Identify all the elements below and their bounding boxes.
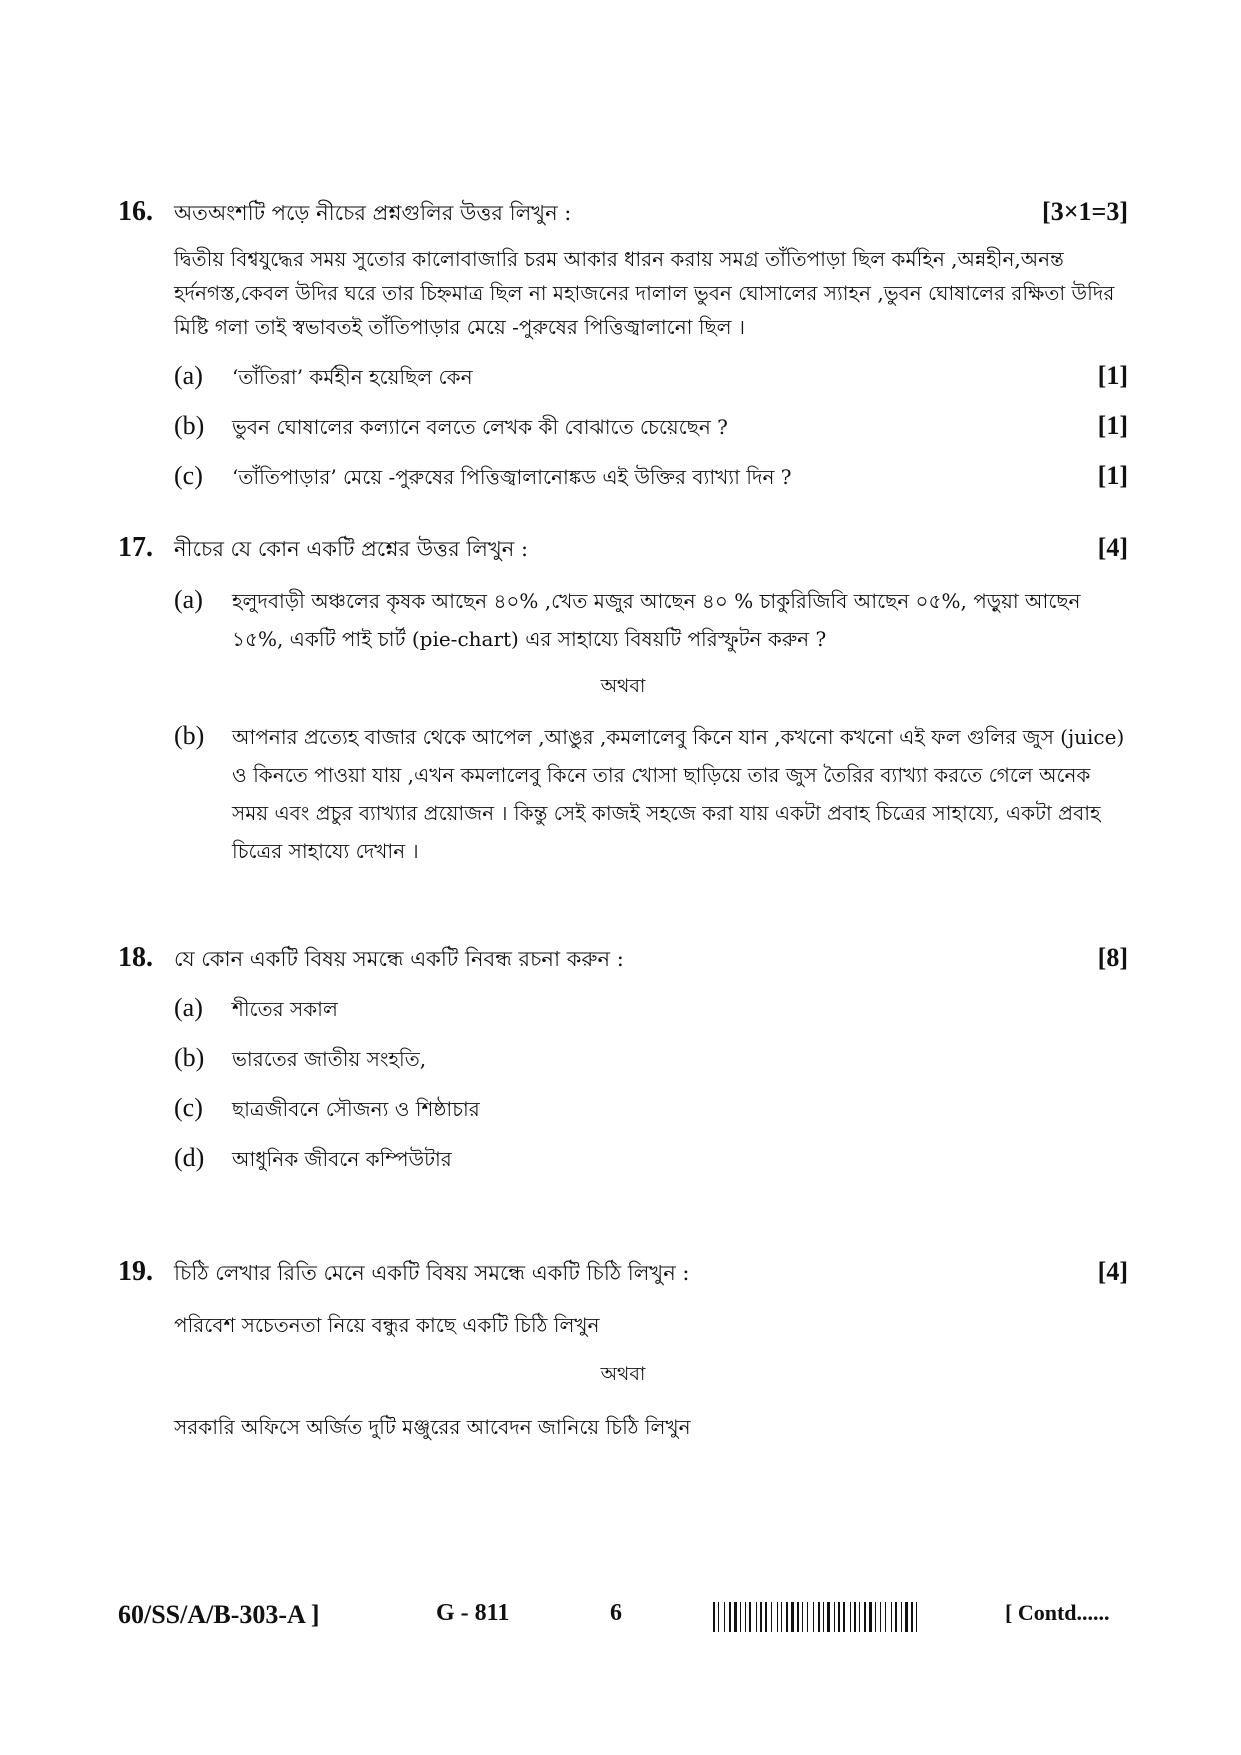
barcode-bar (740, 1602, 741, 1632)
barcode-bar (838, 1602, 840, 1632)
barcode-bar (834, 1602, 835, 1632)
barcode-bar (891, 1602, 892, 1632)
question-number: 17. (118, 532, 153, 563)
question-marks: [8] (1097, 943, 1128, 972)
barcode-bar (802, 1602, 803, 1632)
topic-text: আধুনিক জীবনে কম্পিউটার (232, 1147, 452, 1171)
letter-option-2: সরকারি অফিসে অর্জিত দুটি মঞ্জুরের আবেদন জানিয়ে চিঠি লিখুন (174, 1415, 691, 1439)
barcode-bar (818, 1602, 820, 1632)
question-17 (118, 532, 1128, 870)
sub-question-marks: [1] (1097, 411, 1128, 440)
barcode-bar (875, 1602, 876, 1632)
sub-question-marks: [1] (1097, 361, 1128, 390)
option-b (174, 718, 1128, 870)
continued-label: [ Contd...... (1005, 1600, 1110, 1625)
option-label: (a) (174, 585, 203, 614)
paper-code: 60/SS/A/B-303-A ] (118, 1600, 320, 1629)
question-number: 16. (118, 196, 153, 227)
sub-question-c (174, 458, 1128, 496)
barcode-bar (916, 1602, 917, 1632)
barcode-bar (718, 1602, 719, 1632)
barcode-bar (843, 1602, 845, 1632)
sub-question-b (174, 408, 1128, 446)
barcode-bar (850, 1602, 851, 1632)
topic-text: ছাত্রজীবনে সৌজন্য ও শিষ্ঠাচার (232, 1097, 480, 1121)
barcode-bar (771, 1602, 772, 1632)
question-prompt: নীচের যে কোন একটি প্রশ্নের উত্তর লিখুন : (174, 537, 529, 561)
sub-question-text: ‘তাঁতিরা’ কর্মহীন হয়েছিল কেন (232, 365, 473, 389)
barcode-bar (765, 1602, 767, 1632)
barcode-bar (713, 1602, 715, 1632)
question-number: 18. (118, 942, 153, 973)
page-number: 6 (610, 1600, 622, 1626)
question-prompt: চিঠি লেখার রিতি মেনে একটি বিষয় সমন্ধে একটি চিঠি লিখুন : (174, 1261, 690, 1285)
barcode-bar (813, 1602, 814, 1632)
barcode (713, 1602, 968, 1632)
topic-text: শীতের সকাল (232, 997, 338, 1021)
sub-question-label: (a) (174, 361, 203, 390)
barcode-bar (791, 1602, 794, 1632)
topic-a (174, 990, 1128, 1028)
barcode-bar (729, 1602, 731, 1632)
barcode-bar (905, 1602, 908, 1632)
or-divider: অথবা (600, 675, 646, 697)
barcode-bar (734, 1602, 737, 1632)
question-18 (118, 942, 1128, 1178)
question-number: 19. (118, 1256, 153, 1287)
topic-text: ভারতের জাতীয় সংহতি, (232, 1047, 427, 1071)
sub-question-marks: [1] (1097, 461, 1128, 490)
barcode-bar (880, 1602, 881, 1632)
question-prompt: যে কোন একটি বিষয় সমন্ধে একটি নিবন্ধ রচনা করুন : (174, 947, 624, 971)
sub-question-a (174, 358, 1128, 396)
topic-d (174, 1140, 1128, 1178)
barcode-bar (901, 1602, 902, 1632)
option-text: হলুদবাড়ী অঞ্চলের কৃষক আছেন ৪০% ,খেত মজুর আছেন ৪০ % চাকুরিজিবি আছেন ০৫%, পড়ুয়া আছেন ১৫%, একটি পাই চার্ট (pie-chart) এর সাহায্যে বিষয়টি পরিস্ফুটন করুন ? (232, 589, 1081, 651)
question-marks: [4] (1097, 1257, 1128, 1286)
letter-option-1: পরিবেশ সচেতনতা নিয়ে বন্ধুর কাছে একটি চিঠি লিখুন (174, 1313, 600, 1337)
passage-text: দ্বিতীয় বিশ্বযুদ্ধের সময় সুতোর কালোবাজারি চরম আকার ধারন করায় সমগ্র তাঁতিপাড়া ছিল কর্মহিন ,অন্নহীন,অনন্ত হর্দনগস্ত,কেবল উদির ঘরে তার চিহ্নমাত্র ছিল না মহাজনের দালাল ভুবন ঘোসালের স্যাহন ,ভুবন ঘোষালের রক্ষিতা উদির মিষ্টি গলা তাই স্বভাবতই তাঁতিপাড়ার মেয়ে -পুরুষের পিত্তিজ্বালানো ছিল । (174, 247, 1115, 339)
barcode-bar (827, 1602, 830, 1632)
question-16 (118, 196, 1128, 496)
sub-question-text: ভুবন ঘোষালের কল্যানে বলতে লেখক কী বোঝাতে চেয়েছেন ? (232, 415, 728, 439)
sub-question-label: (c) (174, 461, 203, 490)
barcode-bar (911, 1602, 913, 1632)
barcode-bar (864, 1602, 866, 1632)
barcode-bar (724, 1602, 725, 1632)
topic-label: (c) (174, 1093, 203, 1122)
option-label: (b) (174, 721, 205, 750)
barcode-bar (760, 1602, 762, 1632)
topic-label: (d) (174, 1143, 205, 1172)
barcode-bar (869, 1602, 872, 1632)
barcode-bar (859, 1602, 860, 1632)
barcode-bar (781, 1602, 782, 1632)
option-text: আপনার প্রত্যেহ বাজার থেকে আপেল ,আঙুর ,কমলালেবু কিনে যান ,কখনো কখনো এই ফল গুলির জুস (juice) ও কিনতে পাওয়া যায় ,এখন কমলালেবু কিনে তার খোসা ছাড়িয়ে তার জুস তৈরির ব্যাখ্যা করতে গেলে অনেক সময় এবং প্রচুর ব্যাখ্যার প্রয়োজন । কিন্তু সেই কাজই সহজে করা যায় একটা প্রবাহ চিত্রের সাহায্যে, একটা প্রবাহ চিত্রের সাহায্যে দেখান । (232, 725, 1125, 863)
set-code: G - 811 (436, 1600, 510, 1626)
question-19 (118, 1256, 1128, 1444)
question-marks: [4] (1097, 533, 1128, 562)
barcode-bar (885, 1602, 886, 1632)
sub-question-label: (b) (174, 411, 205, 440)
barcode-bar (895, 1602, 897, 1632)
barcode-bar (777, 1602, 778, 1632)
question-prompt: অতঅংশটি পড়ে নীচের প্রশ্নগুলির উত্তর লিখুন : (174, 201, 572, 225)
barcode-bar (756, 1602, 757, 1632)
barcode-bar (797, 1602, 799, 1632)
or-divider: অথবা (600, 1363, 646, 1385)
barcode-bar (786, 1602, 788, 1632)
barcode-bar (749, 1602, 751, 1632)
topic-label: (b) (174, 1043, 205, 1072)
topic-b (174, 1040, 1128, 1078)
question-marks: [3×1=3] (1042, 197, 1128, 226)
barcode-bar (823, 1602, 824, 1632)
sub-question-text: ‘তাঁতিপাড়ার’ মেয়ে -পুরুষের পিত্তিজ্বালানোঙ্কড এই উক্তির ব্যাখ্যা দিন ? (232, 465, 792, 489)
page-footer (118, 1600, 1128, 1640)
topic-label: (a) (174, 993, 203, 1022)
barcode-bar (854, 1602, 856, 1632)
option-a (174, 582, 1128, 658)
topic-c (174, 1090, 1128, 1128)
barcode-bar (745, 1602, 746, 1632)
barcode-bar (807, 1602, 808, 1632)
